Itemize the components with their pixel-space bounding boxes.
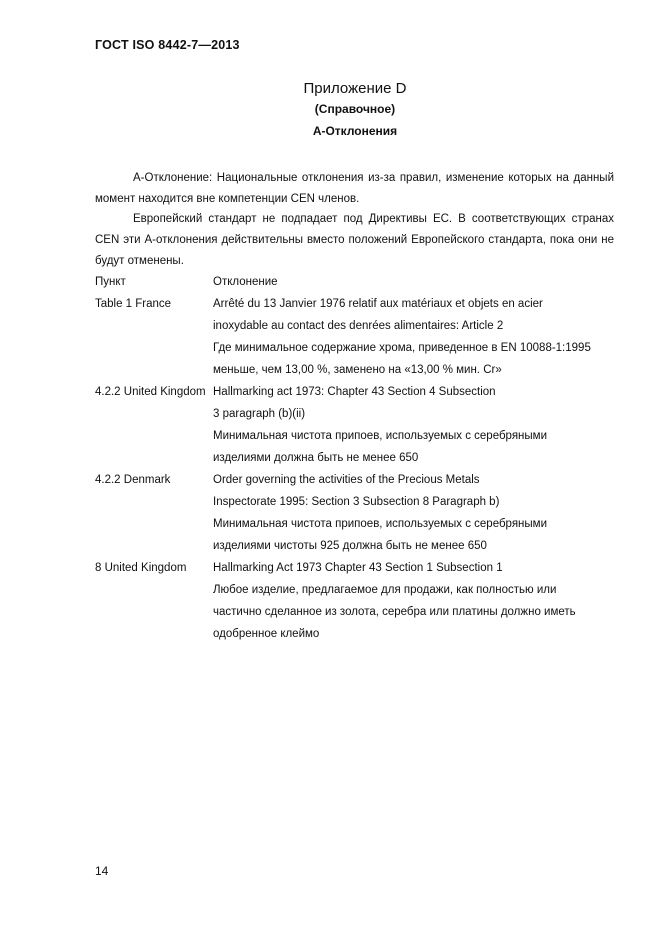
deviation-line: Минимальная чистота припоев, используемых с серебряными <box>213 518 547 530</box>
column-header-deviation: Отклонение <box>213 276 278 288</box>
table-header-row <box>95 271 615 293</box>
document-code-header: ГОСТ ISO 8442-7—2013 <box>95 38 240 52</box>
paragraph-applicability: Европейский стандарт не подпадает под Директивы ЕС. В соответствующих странах CEN эти А-отклонения действительны вместо положений Европейского стандарта, пока они не будут отменены. <box>95 213 614 267</box>
deviation-line: Order governing the activities of the Precious Metals <box>213 474 480 486</box>
table-row <box>95 557 615 645</box>
deviation-line: Hallmarking Act 1973 Chapter 43 Section 1 Subsection 1 <box>213 562 503 574</box>
annex-subject: A-Отклонения <box>312 124 398 138</box>
deviation-line: изделиями чистоты 925 должна быть не менее 650 <box>213 540 487 552</box>
deviation-line: частично сделанное из золота, серебра или платины должно иметь <box>213 606 576 618</box>
deviations-table <box>95 271 615 645</box>
paragraph-definition: A-Отклонение: Национальные отклонения из-за правил, изменение которых на данный момент находится вне компетенции CEN членов. <box>95 172 614 205</box>
deviation-line: изделиями должна быть не менее 650 <box>213 452 419 464</box>
annex-title: Приложение D <box>303 80 407 97</box>
deviation-cell <box>213 293 615 381</box>
deviation-line: Минимальная чистота припоев, используемых с серебряными <box>213 430 547 442</box>
deviation-line: Hallmarking act 1973: Chapter 43 Section 4 Subsection <box>213 386 496 398</box>
deviation-line: 3 paragraph (b)(ii) <box>213 408 306 420</box>
page-number: 14 <box>95 864 109 878</box>
table-row <box>95 381 615 469</box>
deviation-line: Где минимальное содержание хрома, приведенное в EN 10088-1:1995 <box>213 342 591 354</box>
annex-type: (Справочное) <box>314 102 396 116</box>
deviation-line: inoxydable au contact des denrées alimentaires: Article 2 <box>213 320 504 332</box>
clause-cell: Table 1 France <box>95 298 172 310</box>
deviation-line: Inspectorate 1995: Section 3 Subsection 8 Paragraph b) <box>213 496 500 508</box>
deviation-line: меньше, чем 13,00 %, заменено на «13,00 % мин. Cr» <box>213 364 502 376</box>
deviation-line: одобренное клеймо <box>213 628 320 640</box>
deviation-cell <box>213 469 615 557</box>
deviation-cell <box>213 381 615 469</box>
deviation-line: Любое изделие, предлагаемое для продажи, как полностью или <box>213 584 557 596</box>
clause-cell: 8 United Kingdom <box>95 562 187 574</box>
clause-cell: 4.2.2 United Kingdom <box>95 386 206 398</box>
column-header-clause: Пункт <box>95 276 126 288</box>
table-row <box>95 469 615 557</box>
clause-cell: 4.2.2 Denmark <box>95 474 171 486</box>
deviation-line: Arrêté du 13 Janvier 1976 relatif aux matériaux et objets en acier <box>213 298 543 310</box>
table-row <box>95 293 615 381</box>
deviation-cell <box>213 557 615 645</box>
